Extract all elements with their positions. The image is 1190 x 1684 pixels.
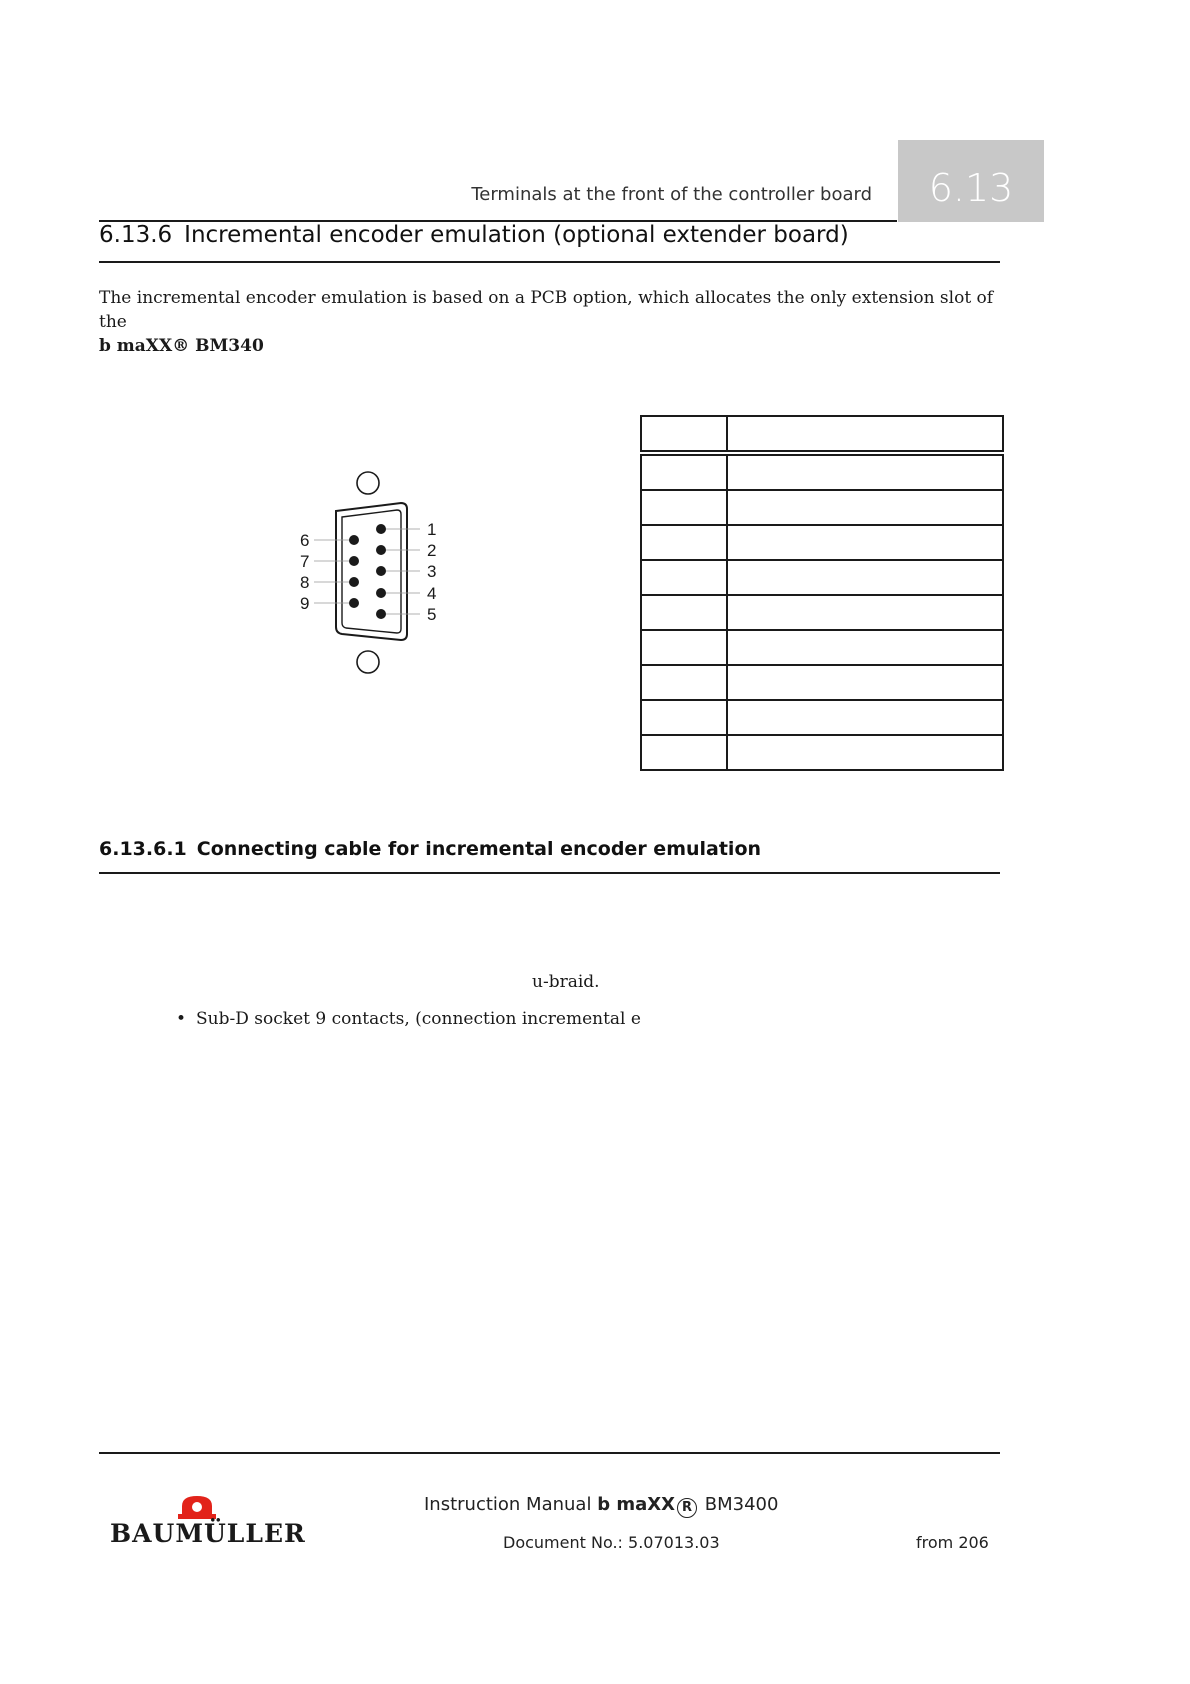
table-cell [727,630,1003,665]
pin-assignment-table [640,415,1004,771]
intro-paragraph [99,286,1004,358]
registered-mark: R [677,1498,697,1518]
table-cell [727,525,1003,560]
pin-9 [349,598,359,608]
pin-5 [376,609,386,619]
table-header-row [641,416,1003,451]
table-cell [727,665,1003,700]
table-cell [727,416,1003,451]
table-row [641,595,1003,630]
dsub-shell-inner [342,510,401,633]
chapter-tab [898,140,1044,222]
baumuller-logo [110,1492,306,1552]
pin-label-9: 9 [300,594,310,613]
footer-rule [99,1452,1000,1454]
pin-label-4: 4 [427,584,437,603]
list-item-text: Sub-D socket 9 contacts, (connection incremental e [196,1009,641,1029]
table-cell [727,595,1003,630]
pin-label-5: 5 [427,605,437,624]
table-cell [641,595,727,630]
manual-prefix: Instruction Manual [424,1494,592,1515]
table-row [641,630,1003,665]
chapter-number: 6.13 [928,166,1014,210]
section-title: Incremental encoder emulation (optional extender board) [184,222,849,248]
pin-7 [349,556,359,566]
document-label: Document No.: [503,1533,623,1552]
table-cell [641,525,727,560]
table-row [641,455,1003,490]
logo-wordmark: BAUMÜLLER [110,1519,306,1548]
table-row [641,735,1003,770]
table-cell [727,560,1003,595]
section-number: 6.13.6 [99,222,173,248]
manual-product: b maXX [597,1494,676,1515]
table-cell [641,416,727,451]
subsection-heading [99,838,761,860]
bullet-icon: • [176,1009,187,1029]
page-info: from 206 [916,1533,989,1552]
pin-1 [376,524,386,534]
table-row [641,700,1003,735]
pin-8 [349,577,359,587]
pin-3 [376,566,386,576]
section-heading [99,222,849,248]
pin-label-3: 3 [427,562,437,581]
pin-2 [376,545,386,555]
pin-label-7: 7 [300,552,310,571]
document-number-value: 5.07013.03 [628,1533,720,1552]
pin-label-1: 1 [427,520,437,539]
table-cell [727,735,1003,770]
table-row [641,490,1003,525]
subd-connector-diagram [280,466,470,682]
table-row [641,525,1003,560]
mounting-hole-bottom [357,651,379,673]
table-cell [641,665,727,700]
intro-product: b maXX® BM340 [99,336,264,356]
document-number [503,1533,720,1552]
table-cell [727,700,1003,735]
list-item [176,1009,641,1029]
table-cell [641,560,727,595]
manual-title [424,1494,778,1518]
table-cell [727,490,1003,525]
mounting-hole-top [357,472,379,494]
table-row [641,665,1003,700]
intro-text: The incremental encoder emulation is based on a PCB option, which allocates the only extension slot of the [99,288,994,332]
table-cell [641,490,727,525]
subsection-rule [99,872,1000,874]
table-cell [641,630,727,665]
logo-mark-icon [110,1492,285,1522]
subsection-number: 6.13.6.1 [99,838,187,860]
section-rule [99,261,1000,263]
dsub-shell-outer [336,503,407,640]
table-cell [641,700,727,735]
pin-label-2: 2 [427,541,437,560]
table-row [641,560,1003,595]
manual-model: BM3400 [704,1494,779,1515]
pin-label-8: 8 [300,573,310,592]
text-fragment: u-braid. [532,972,600,992]
subsection-title: Connecting cable for incremental encoder emulation [196,838,762,860]
pin-4 [376,588,386,598]
pin-label-6: 6 [300,531,310,550]
pin-6 [349,535,359,545]
table-cell [641,455,727,490]
table-cell [641,735,727,770]
table-cell [727,455,1003,490]
running-header: Terminals at the front of the controller board [471,184,872,205]
